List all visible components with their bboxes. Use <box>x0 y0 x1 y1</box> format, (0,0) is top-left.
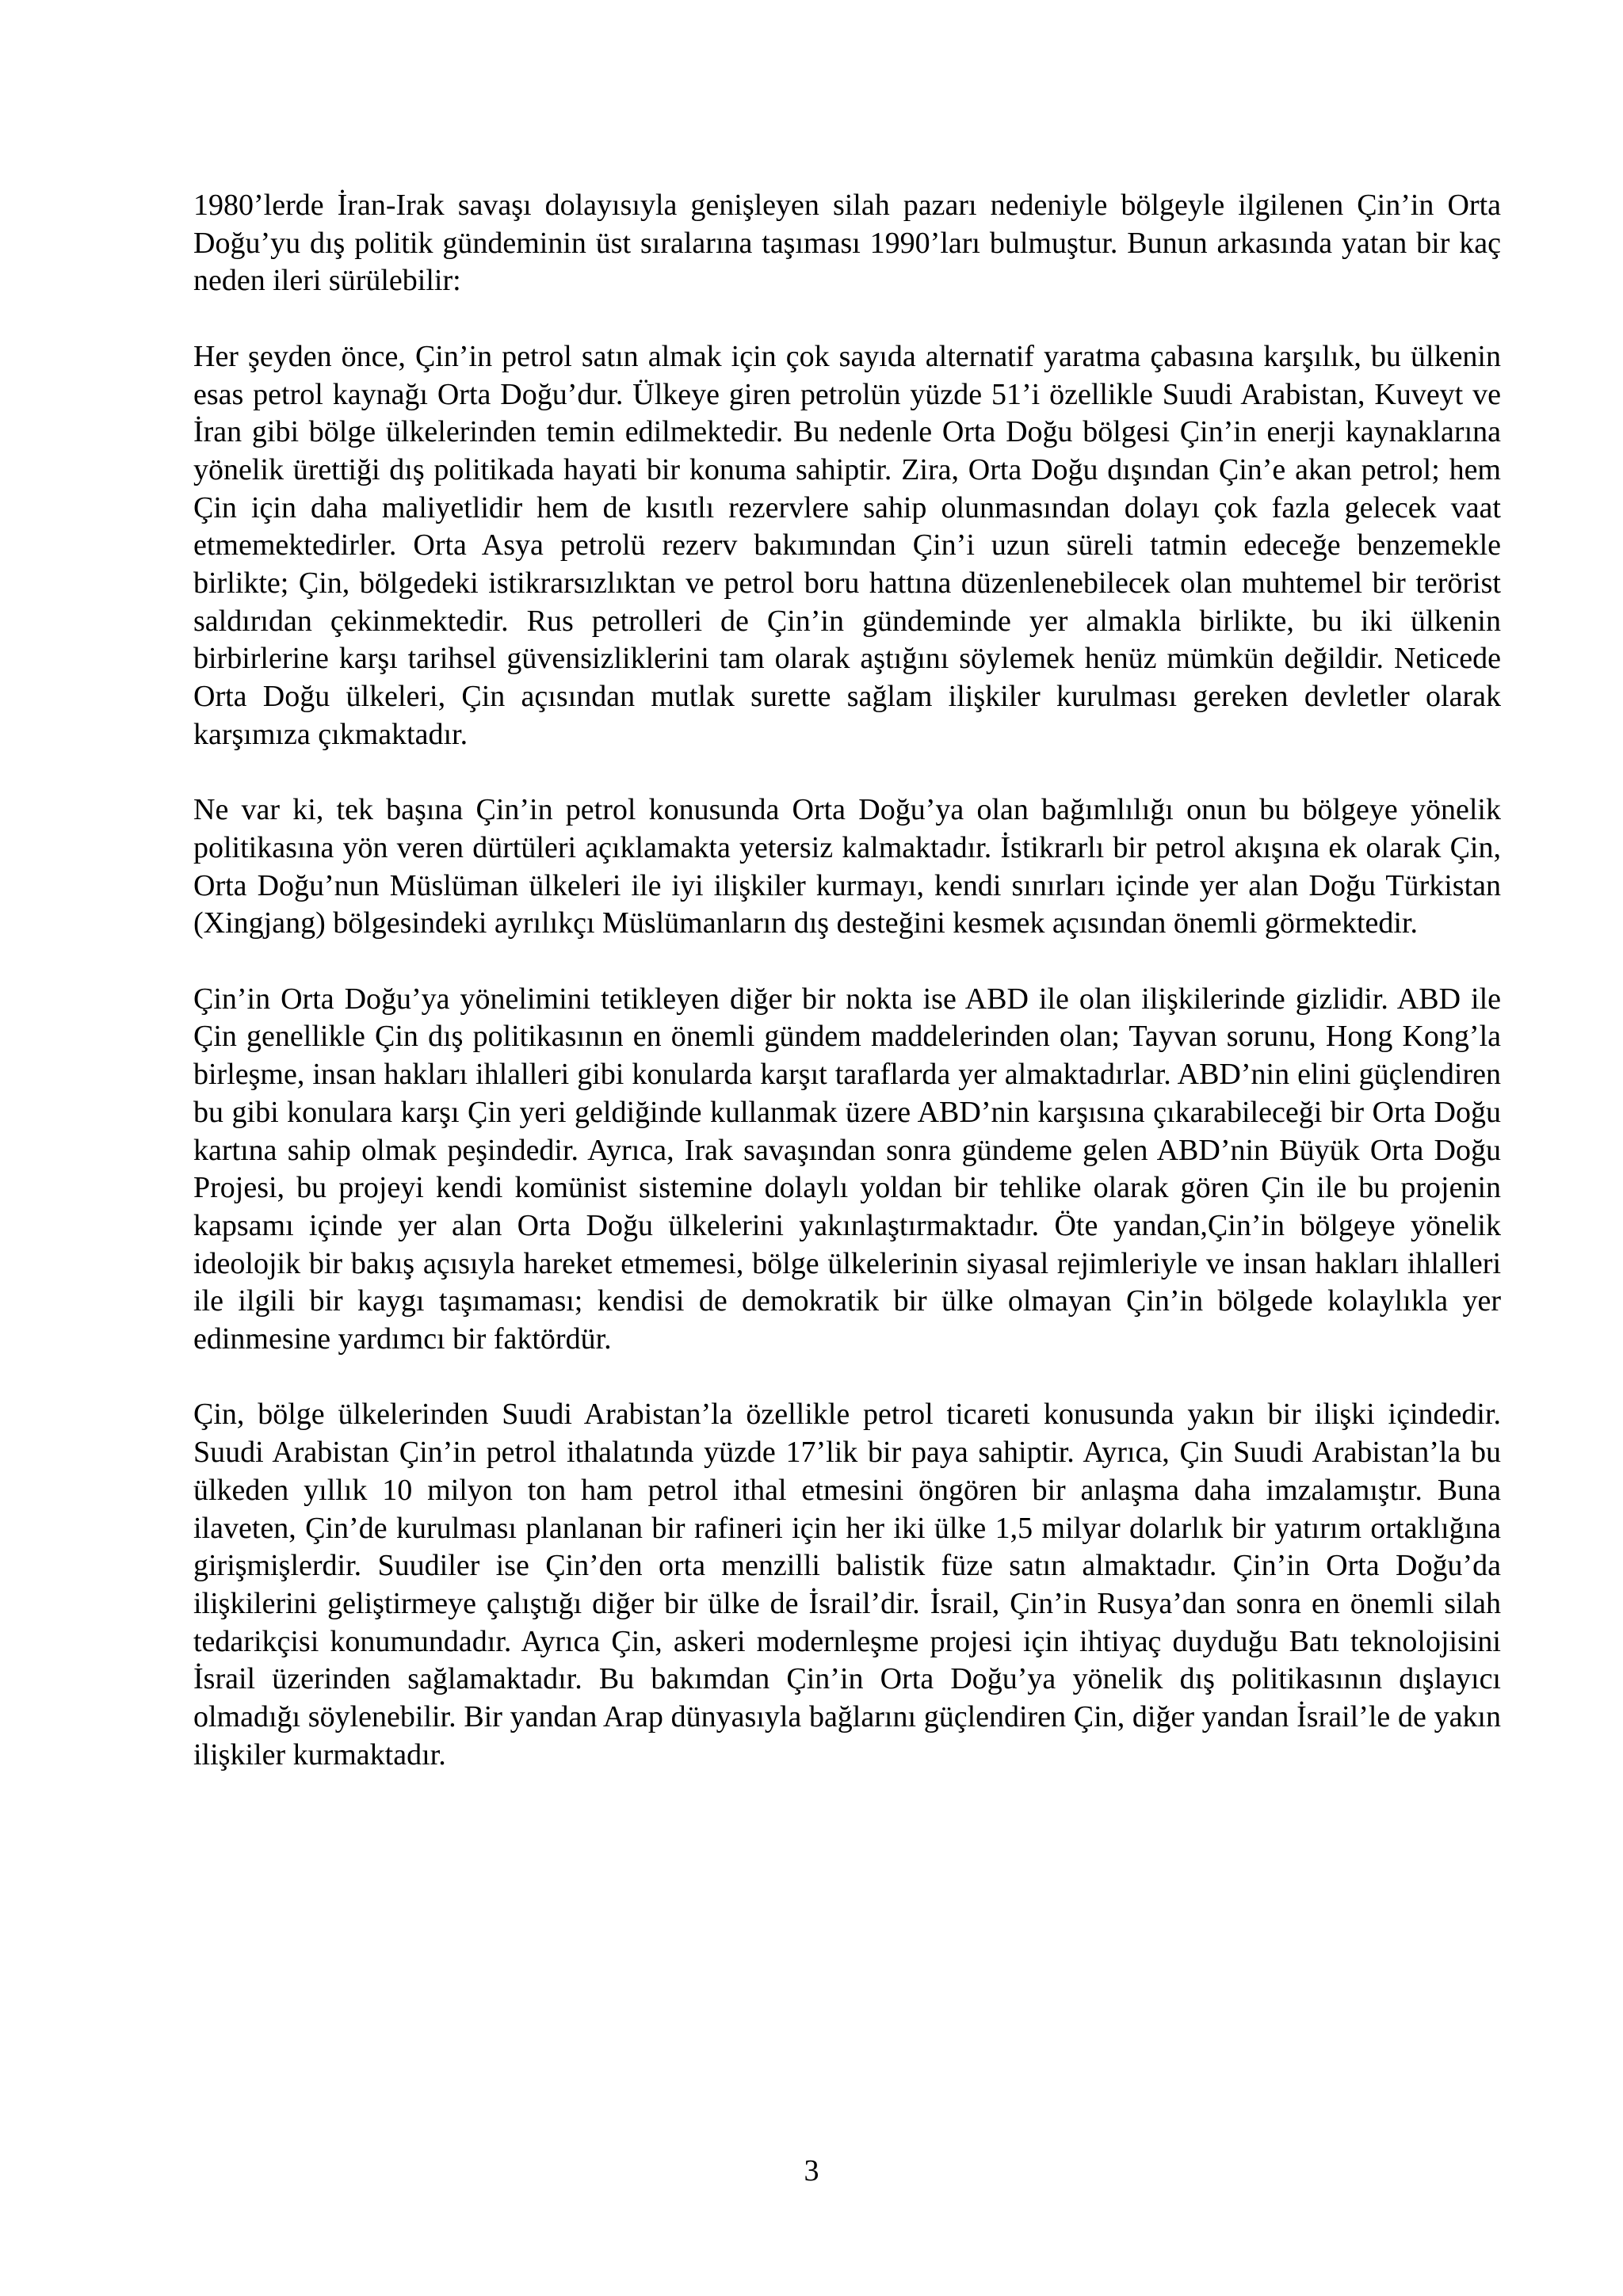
paragraph-5: Çin, bölge ülkelerinden Suudi Arabistan’la özellikle petrol ticareti konusunda yakın bir ilişki içindedir. Suudi Arabistan Çin’in petrol ithalatında yüzde 17’lik bir paya sahiptir. Ayrıca, Çin Suudi Arabistan’la bu ülkeden yıllık 10 milyon ton ham petrol ithal etmesini öngören bir anlaşma daha imzalamıştır. Buna ilaveten, Çin’de kurulması planlanan bir rafineri için her iki ülke 1,5 milyar dolarlık bir yatırım ortaklığına girişmişlerdir. Suudiler ise Çin’den orta menzilli balistik füze satın almaktadır. Çin’in Orta Doğu’da ilişkilerini geliştirmeye çalıştığı diğer bir ülke de İsrail’dir. İsrail, Çin’in Rusya’dan sonra en önemli silah tedarikçisi konumundadır. Ayrıca Çin, askeri modernleşme projesi için ihtiyaç duyduğu Batı teknolojisini İsrail üzerinden sağlamaktadır. Bu bakımdan Çin’in Orta Doğu’ya yönelik dış politikasının dışlayıcı olmadığı söylenebilir. Bir yandan Arap dünyasıyla bağlarını güçlendiren Çin, diğer yandan İsrail’le de yakın ilişkiler kurmaktadır. <box>193 1398 1501 1772</box>
paragraph-4: Çin’in Orta Doğu’ya yönelimini tetikleyen diğer bir nokta ise ABD ile olan ilişkilerinde gizlidir. ABD ile Çin genellikle Çin dış politikasının en önemli gündem maddelerinden olan; Tayvan sorunu, Hong Kong’la birleşme, insan hakları ihlalleri gibi konularda karşıt taraflarda yer almaktadırlar. ABD’nin elini güçlendiren bu gibi konulara karşı Çin yeri geldiğinde kullanmak üzere ABD’nin karşısına çıkarabileceği bir Orta Doğu kartına sahip olmak peşindedir. Ayrıca, Irak savaşından sonra gündeme gelen ABD’nin Büyük Orta Doğu Projesi, bu projeyi kendi komünist sistemine dolaylı yoldan bir tehlike olarak gören Çin ile bu projenin kapsamı içinde yer alan Orta Doğu ülkelerini yakınlaştırmaktadır. Öte yandan,Çin’in bölgeye yönelik ideolojik bir bakış açısıyla hareket etmemesi, bölge ülkelerinin siyasal rejimleriyle ve insan hakları ihlalleri ile ilgili bir kaygı taşımaması; kendisi de demokratik bir ülke olmayan Çin’in bölgede kolaylıkla yer edinmesine yardımcı bir faktördür. <box>193 982 1501 1356</box>
document-body <box>193 187 1501 1774</box>
paragraph-1: 1980’lerde İran-Irak savaşı dolayısıyla genişleyen silah pazarı nedeniyle bölgeyle ilgilenen Çin’in Orta Doğu’yu dış politik gündeminin üst sıralarına taşıması 1990’ları bulmuştur. Bunun arkasında yatan bir kaç neden ileri sürülebilir: <box>193 189 1501 298</box>
page-number: 3 <box>804 2154 819 2187</box>
paragraph-2: Her şeyden önce, Çin’in petrol satın almak için çok sayıda alternatif yaratma çabasına karşılık, bu ülkenin esas petrol kaynağı Orta Doğu’dur. Ülkeye giren petrolün yüzde 51’i özellikle Suudi Arabistan, Kuveyt ve İran gibi bölge ülkelerinden temin edilmektedir. Bu nedenle Orta Doğu bölgesi Çin’in enerji kaynaklarına yönelik ürettiği dış politikada hayati bir konuma sahiptir. Zira, Orta Doğu dışından Çin’e akan petrol; hem Çin için daha maliyetlidir hem de kısıtlı rezervlere sahip olunmasından dolayı çok fazla gelecek vaat etmemektedirler. Orta Asya petrolü rezerv bakımından Çin’i uzun süreli tatmin edeceğe benzemekle birlikte; Çin, bölgedeki istikrarsızlıktan ve petrol boru hattına düzenlenebilecek olan muhtemel bir terörist saldırıdan çekinmektedir. Rus petrolleri de Çin’in gündeminde yer almakla birlikte, bu iki ülkenin birbirlerine karşı tarihsel güvensizliklerini tam olarak aştığını söylemek henüz mümkün değildir. Neticede Orta Doğu ülkeleri, Çin açısından mutlak surette sağlam ilişkiler kurulması gereken devletler olarak karşımıza çıkmaktadır. <box>193 339 1501 751</box>
paragraph-3: Ne var ki, tek başına Çin’in petrol konusunda Orta Doğu’ya olan bağımlılığı onun bu bölgeye yönelik politikasına yön veren dürtüleri açıklamakta yetersiz kalmaktadır. İstikrarlı bir petrol akışına ek olarak Çin, Orta Doğu’nun Müslüman ülkeleri ile iyi ilişkiler kurmayı, kendi sınırları içinde yer alan Doğu Türkistan (Xingjang) bölgesindeki ayrılıkçı Müslümanların dış desteğini kesmek açısından önemli görmektedir. <box>193 793 1501 940</box>
